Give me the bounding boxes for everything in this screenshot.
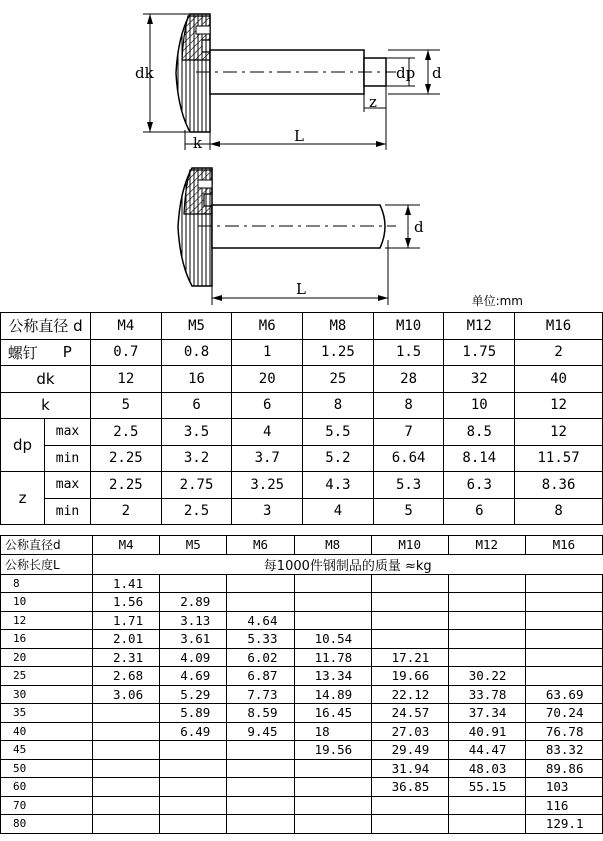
- mass-cell: 19.66: [371, 667, 448, 686]
- table-row: [1, 498, 603, 525]
- table-row: [1, 445, 603, 472]
- k-cell: 8: [303, 392, 374, 419]
- mass-cell: 10.54: [294, 630, 371, 649]
- mass-cell: [160, 778, 227, 797]
- z-max-cell: 6.3: [444, 472, 515, 499]
- z-min-label: min: [45, 498, 91, 525]
- dp-min-label: min: [45, 445, 91, 472]
- mass-cell: [294, 759, 371, 778]
- mass-cell: [448, 630, 525, 649]
- mass-cell: [525, 611, 602, 630]
- z-min-cell: 2.5: [161, 498, 232, 525]
- mass-cell: 33.78: [448, 685, 525, 704]
- k-cell: 10: [444, 392, 515, 419]
- mass-cell: 1.71: [93, 611, 160, 630]
- mass-cell: 4.69: [160, 667, 227, 686]
- mass-cell: [227, 574, 294, 593]
- length-cell: 16: [1, 630, 93, 649]
- mass-cell: 7.73: [227, 685, 294, 704]
- mass-cell: 5.29: [160, 685, 227, 704]
- mass-cell: 76.78: [525, 722, 602, 741]
- length-cell: 50: [1, 759, 93, 778]
- dk-row-label: dk: [1, 366, 91, 393]
- k-cell: 8: [373, 392, 444, 419]
- z-max-cell: 3.25: [232, 472, 303, 499]
- pitch-cell: 0.8: [161, 339, 232, 366]
- mass-cell: [294, 574, 371, 593]
- size-cell: M12: [444, 313, 515, 340]
- size-cell: M8: [303, 313, 374, 340]
- mass-cell: 6.87: [227, 667, 294, 686]
- table-row: [1, 796, 603, 815]
- mass-cell: [371, 574, 448, 593]
- mass-cell: 1.41: [93, 574, 160, 593]
- table-row: [1, 648, 603, 667]
- mass-cell: [371, 815, 448, 834]
- mass-cell: 40.91: [448, 722, 525, 741]
- mass-cell: [525, 574, 602, 593]
- mass-cell: 9.45: [227, 722, 294, 741]
- dk-cell: 40: [515, 366, 603, 393]
- pitch-label-sym: P: [45, 339, 91, 366]
- mass-cell: 6.02: [227, 648, 294, 667]
- table-row: [1, 722, 603, 741]
- size-cell: M6: [232, 313, 303, 340]
- table-row: [1, 472, 603, 499]
- mass-cell: 2.68: [93, 667, 160, 686]
- mass-cell: [160, 759, 227, 778]
- dp-min-cell: 11.57: [515, 445, 603, 472]
- mass-cell: 3.06: [93, 685, 160, 704]
- table-row: [1, 685, 603, 704]
- k-cell: 6: [161, 392, 232, 419]
- bottom-view: [178, 168, 424, 305]
- length-cell: 40: [1, 722, 93, 741]
- mass-cell: [525, 593, 602, 612]
- mass-cell: 31.94: [371, 759, 448, 778]
- dk-label: dk: [135, 64, 154, 82]
- dk-cell: 25: [303, 366, 374, 393]
- dk-cell: 20: [232, 366, 303, 393]
- mass-cell: 13.34: [294, 667, 371, 686]
- mass-cell: [160, 815, 227, 834]
- mass-cell: [294, 593, 371, 612]
- dp-min-cell: 3.7: [232, 445, 303, 472]
- table-row: [1, 339, 603, 366]
- mass-cell: [294, 611, 371, 630]
- mass-cell: 37.34: [448, 704, 525, 723]
- table-row: [1, 313, 603, 340]
- mass-cell: 18: [294, 722, 371, 741]
- pitch-label-cn: 螺钉: [1, 339, 45, 366]
- z-min-cell: 8: [515, 498, 603, 525]
- mass-cell: [525, 648, 602, 667]
- dp-max-cell: 12: [515, 419, 603, 446]
- mass-cell: 116: [525, 796, 602, 815]
- top-view: [135, 14, 442, 152]
- mass-cell: [448, 611, 525, 630]
- pitch-cell: 1.5: [373, 339, 444, 366]
- dk-cell: 16: [161, 366, 232, 393]
- table-row: [1, 630, 603, 649]
- mass-cell: [294, 796, 371, 815]
- dp-max-cell: 2.5: [91, 419, 162, 446]
- dk-cell: 28: [373, 366, 444, 393]
- mass-diameter-label: 公称直径d: [1, 536, 93, 555]
- length-cell: 8: [1, 574, 93, 593]
- mass-size-cell: M6: [227, 536, 294, 555]
- mass-size-cell: M16: [525, 536, 602, 555]
- z-min-cell: 3: [232, 498, 303, 525]
- dk-cell: 32: [444, 366, 515, 393]
- dp-max-cell: 4: [232, 419, 303, 446]
- mass-size-cell: M8: [294, 536, 371, 555]
- mass-cell: [371, 611, 448, 630]
- mass-cell: 5.33: [227, 630, 294, 649]
- dp-min-cell: 5.2: [303, 445, 374, 472]
- mass-cell: 16.45: [294, 704, 371, 723]
- k-label: k: [193, 134, 203, 152]
- dimension-table: [0, 312, 603, 525]
- mass-cell: [93, 741, 160, 760]
- dp-min-cell: 3.2: [161, 445, 232, 472]
- dp-label: dp: [396, 64, 416, 82]
- mass-cell: 22.12: [371, 685, 448, 704]
- mass-caption: 每1000件钢制品的质量 ≈kg: [93, 554, 603, 574]
- mass-cell: 17.21: [371, 648, 448, 667]
- mass-cell: [448, 593, 525, 612]
- table-row: [1, 554, 603, 574]
- length-cell: 60: [1, 778, 93, 797]
- mass-cell: [93, 759, 160, 778]
- mass-cell: 55.15: [448, 778, 525, 797]
- mass-cell: [448, 796, 525, 815]
- mass-cell: [227, 593, 294, 612]
- table-row: [1, 611, 603, 630]
- dp-min-cell: 6.64: [373, 445, 444, 472]
- mass-cell: [160, 796, 227, 815]
- mass-cell: 29.49: [371, 741, 448, 760]
- dp-max-cell: 7: [373, 419, 444, 446]
- mass-cell: 103: [525, 778, 602, 797]
- mass-cell: 2.01: [93, 630, 160, 649]
- table-row: [1, 759, 603, 778]
- mass-cell: [227, 778, 294, 797]
- k-cell: 6: [232, 392, 303, 419]
- z-max-cell: 2.25: [91, 472, 162, 499]
- mass-cell: 5.89: [160, 704, 227, 723]
- length-cell: 45: [1, 741, 93, 760]
- dp-max-label: max: [45, 419, 91, 446]
- dp-max-cell: 5.5: [303, 419, 374, 446]
- mass-cell: 11.78: [294, 648, 371, 667]
- size-cell: M10: [373, 313, 444, 340]
- mass-size-cell: M10: [371, 536, 448, 555]
- mass-cell: 129.1: [525, 815, 602, 834]
- mass-cell: 24.57: [371, 704, 448, 723]
- k-row-label: k: [1, 392, 91, 419]
- mass-cell: 1.56: [93, 593, 160, 612]
- dk-cell: 12: [91, 366, 162, 393]
- z-min-cell: 5: [373, 498, 444, 525]
- pitch-cell: 2: [515, 339, 603, 366]
- z-min-cell: 4: [303, 498, 374, 525]
- mass-cell: 89.86: [525, 759, 602, 778]
- mass-cell: 3.13: [160, 611, 227, 630]
- thumb-screw-drawing: [0, 0, 603, 312]
- table-row: [1, 366, 603, 393]
- mass-cell: [93, 815, 160, 834]
- table-row: [1, 741, 603, 760]
- mass-cell: 14.89: [294, 685, 371, 704]
- dp-row-label: dp: [1, 419, 45, 472]
- mass-cell: [371, 593, 448, 612]
- table-row: [1, 778, 603, 797]
- mass-cell: [448, 574, 525, 593]
- z-min-cell: 6: [444, 498, 515, 525]
- mass-cell: [525, 630, 602, 649]
- table-row: [1, 392, 603, 419]
- mass-cell: [448, 648, 525, 667]
- mass-cell: 44.47: [448, 741, 525, 760]
- length-cell: 30: [1, 685, 93, 704]
- mass-cell: [294, 815, 371, 834]
- z-row-label: z: [1, 472, 45, 525]
- z-max-cell: 2.75: [161, 472, 232, 499]
- mass-length-label: 公称长度L: [1, 554, 93, 574]
- mass-cell: [93, 778, 160, 797]
- length-cell: 10: [1, 593, 93, 612]
- mass-cell: [294, 778, 371, 797]
- length-cell: 20: [1, 648, 93, 667]
- mass-cell: [227, 759, 294, 778]
- size-cell: M4: [91, 313, 162, 340]
- length-cell: 12: [1, 611, 93, 630]
- mass-cell: 48.03: [448, 759, 525, 778]
- mass-cell: [93, 796, 160, 815]
- z-max-label: max: [45, 472, 91, 499]
- z-label: z: [369, 93, 377, 111]
- pitch-cell: 1: [232, 339, 303, 366]
- pitch-cell: 0.7: [91, 339, 162, 366]
- size-cell: M5: [161, 313, 232, 340]
- L-label-bottom: L: [296, 280, 306, 298]
- mass-cell: [160, 574, 227, 593]
- table-row: [1, 667, 603, 686]
- unit-note: 单位:mm: [471, 294, 523, 308]
- mass-cell: [525, 667, 602, 686]
- mass-cell: [93, 704, 160, 723]
- mass-cell: [93, 722, 160, 741]
- table-row: [1, 704, 603, 723]
- z-min-cell: 2: [91, 498, 162, 525]
- mass-cell: 8.59: [227, 704, 294, 723]
- mass-size-cell: M5: [160, 536, 227, 555]
- mass-cell: 70.24: [525, 704, 602, 723]
- mass-cell: 2.89: [160, 593, 227, 612]
- pitch-cell: 1.75: [444, 339, 515, 366]
- mass-cell: [227, 815, 294, 834]
- mass-cell: 63.69: [525, 685, 602, 704]
- z-max-cell: 8.36: [515, 472, 603, 499]
- mass-cell: 4.64: [227, 611, 294, 630]
- mass-cell: 83.32: [525, 741, 602, 760]
- d-label-top: d: [432, 64, 442, 82]
- mass-cell: [371, 796, 448, 815]
- mass-cell: [227, 796, 294, 815]
- mass-table: [0, 535, 603, 834]
- table-row: [1, 419, 603, 446]
- table-row: [1, 593, 603, 612]
- length-cell: 70: [1, 796, 93, 815]
- z-max-cell: 4.3: [303, 472, 374, 499]
- d-label-bottom: d: [414, 218, 424, 236]
- length-cell: 35: [1, 704, 93, 723]
- k-cell: 5: [91, 392, 162, 419]
- table-row: [1, 536, 603, 555]
- dp-min-cell: 8.14: [444, 445, 515, 472]
- mass-size-cell: M12: [448, 536, 525, 555]
- dp-max-cell: 8.5: [444, 419, 515, 446]
- mass-cell: 19.56: [294, 741, 371, 760]
- dp-max-cell: 3.5: [161, 419, 232, 446]
- mass-cell: 30.22: [448, 667, 525, 686]
- length-cell: 25: [1, 667, 93, 686]
- length-cell: 80: [1, 815, 93, 834]
- table-row: [1, 574, 603, 593]
- mass-cell: [227, 741, 294, 760]
- mass-cell: 27.03: [371, 722, 448, 741]
- dp-min-cell: 2.25: [91, 445, 162, 472]
- z-max-cell: 5.3: [373, 472, 444, 499]
- mass-cell: 36.85: [371, 778, 448, 797]
- table-row: [1, 815, 603, 834]
- nominal-diameter-label: 公称直径 d: [1, 313, 91, 340]
- k-cell: 12: [515, 392, 603, 419]
- mass-cell: 2.31: [93, 648, 160, 667]
- mass-cell: 4.09: [160, 648, 227, 667]
- pitch-cell: 1.25: [303, 339, 374, 366]
- size-cell: M16: [515, 313, 603, 340]
- mass-cell: [371, 630, 448, 649]
- mass-cell: 3.61: [160, 630, 227, 649]
- mass-cell: [448, 815, 525, 834]
- mass-cell: [160, 741, 227, 760]
- mass-size-cell: M4: [93, 536, 160, 555]
- mass-cell: 6.49: [160, 722, 227, 741]
- L-label-top: L: [294, 127, 304, 145]
